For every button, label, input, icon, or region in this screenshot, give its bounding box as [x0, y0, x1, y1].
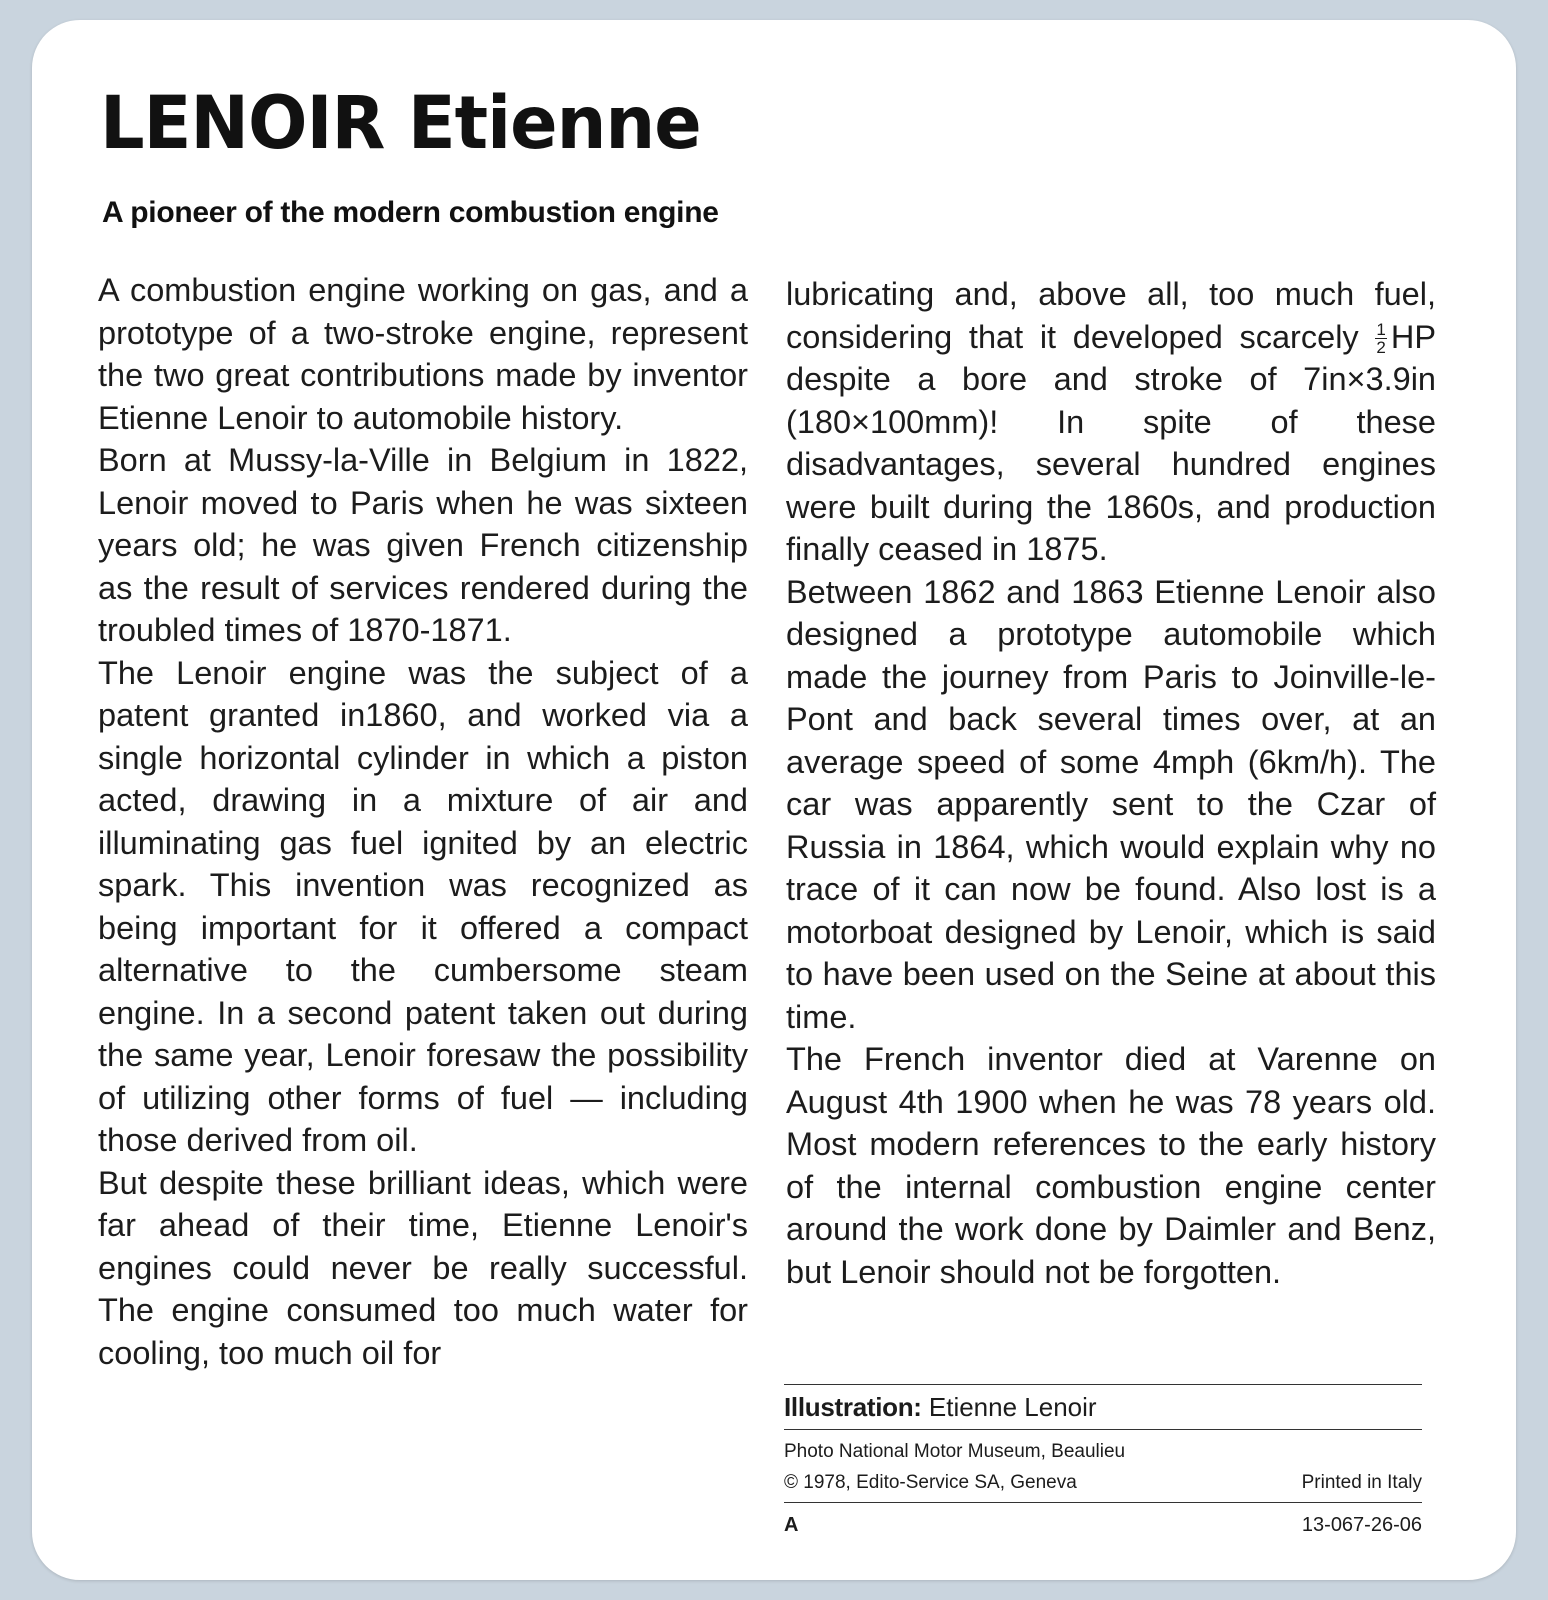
- fraction-denominator: 2: [1376, 338, 1386, 358]
- paragraph: The Lenoir engine was the subject of a patent granted in1860, and worked via a single horizontal cylinder in which a piston acted, drawing in a mixture of air and illuminating gas fuel ignited by an electric spark. This invention was recognized as being important for it offered a compact alternative to the cumbersome steam engine. In a second patent taken out during the same year, Lenoir foresaw the possibility of utilizing other forms of fuel — including those derived from oil.: [98, 654, 748, 1158]
- paragraph: [786, 273, 1436, 571]
- card-footer: [784, 1503, 1422, 1543]
- illustration-caption: [784, 1385, 1422, 1429]
- photo-credits: [784, 1430, 1422, 1502]
- right-text-column: [786, 273, 1436, 1293]
- left-text-column: [98, 269, 748, 1374]
- photo-credit: Photo National Motor Museum, Beaulieu: [784, 1441, 1126, 1462]
- fraction-one-half: [1375, 321, 1386, 356]
- paragraph: A combustion engine working on gas, and a prototype of a two-stroke engine, represent the two great contributions made by inventor Etienne Lenoir to automobile history.: [98, 272, 748, 436]
- fraction-numerator: 1: [1376, 320, 1386, 340]
- paragraph: The French inventor died at Varenne on August 4th 1900 when he was 78 years old. Most modern references to the early history of the internal combustion engine center around the work done by Daimler and Benz, but Lenoir should not be forgotten.: [786, 1041, 1436, 1290]
- card-code: 13-067-26-06: [1301, 1514, 1422, 1536]
- printed-in: Printed in Italy: [1301, 1472, 1422, 1493]
- paragraph-text: HP despite a bore and stroke of 7in×3.9in (180×100mm)! In spite of these disadvantages, several hundred engines were built during the 1860s, and production finally ceased in 1875.: [786, 318, 1436, 567]
- paragraph: Between 1862 and 1863 Etienne Lenoir also designed a prototype automobile which made the journey from Paris to Joinville-le-Pont and back several times over, at an average speed of some 4mph (6km/h). The car was apparently sent to the Czar of Russia in 1864, which would explain why no trace of it can now be found. Also lost is a motorboat designed by Lenoir, which is said to have been used on the Seine at about this time.: [786, 573, 1436, 1035]
- card-subtitle: A pioneer of the modern combustion engine: [102, 196, 719, 229]
- paragraph-text: lubricating and, above all, too much fuel, considering that it developed scarcely: [786, 276, 1436, 355]
- card-title: LENOIR Etienne: [100, 79, 701, 166]
- info-card: [32, 20, 1516, 1580]
- illustration-label: Illustration:: [784, 1392, 922, 1422]
- credits-block: [784, 1384, 1422, 1543]
- paragraph: Born at Mussy-la-Ville in Belgium in 1822, Lenoir moved to Paris when he was sixteen years old; he was given French citizenship as the result of services rendered during the troubled times of 1870-1871.: [98, 442, 748, 648]
- series-letter: A: [784, 1514, 799, 1536]
- illustration-value: Etienne Lenoir: [921, 1392, 1097, 1422]
- copyright: © 1978, Edito-Service SA, Geneva: [784, 1472, 1077, 1493]
- paragraph: But despite these brilliant ideas, which were far ahead of their time, Etienne Lenoir's engines could never be really successful. The engine consumed too much water for cooling, too much oil for: [98, 1164, 748, 1371]
